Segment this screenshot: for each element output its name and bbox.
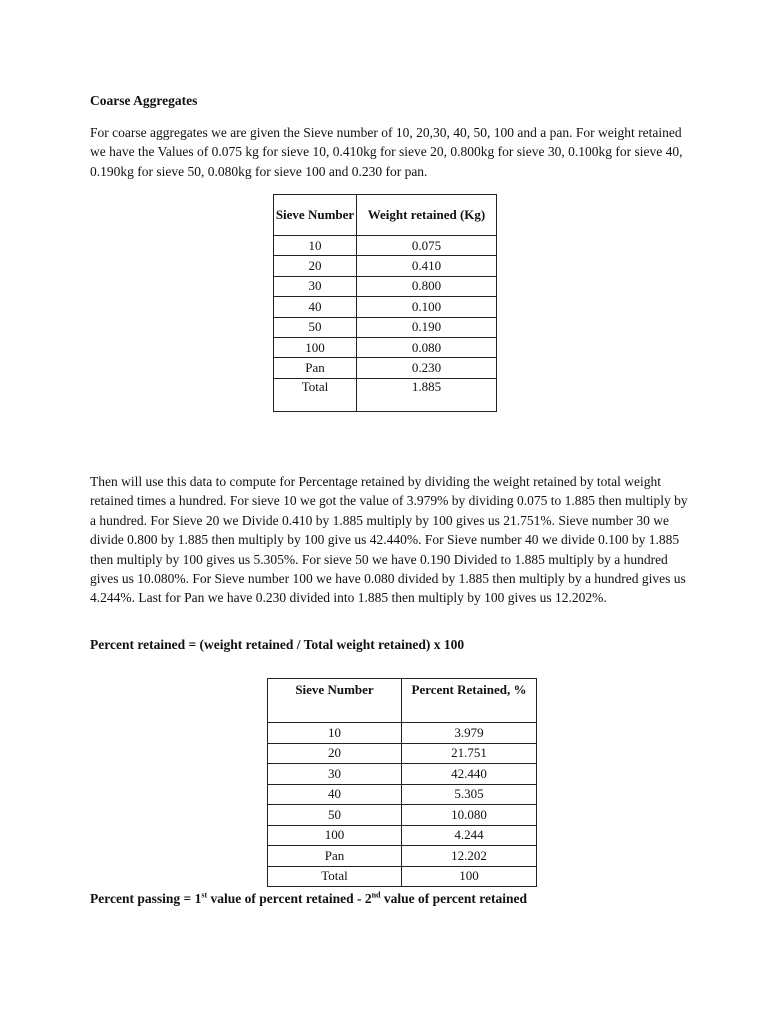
formula-text: value of percent retained	[380, 891, 527, 906]
weight-retained-cell: 0.080	[357, 337, 497, 357]
percent-retained-cell: 3.979	[402, 723, 537, 744]
table-header-row	[268, 679, 537, 723]
percent-retained-cell: 21.751	[402, 743, 537, 764]
table-header-row	[274, 195, 497, 236]
total-label-cell: Total	[268, 866, 402, 887]
table-row	[274, 358, 497, 378]
sieve-number-cell: Pan	[274, 358, 357, 378]
percent-retained-cell: 4.244	[402, 825, 537, 846]
sieve-number-cell: 30	[268, 764, 402, 785]
table-row	[274, 337, 497, 357]
table-row	[268, 784, 537, 805]
total-weight-cell: 1.885	[357, 378, 497, 411]
column-header-sieve-number: Sieve Number	[274, 195, 357, 236]
percent-retained-cell: 12.202	[402, 846, 537, 867]
sieve-number-cell: 20	[268, 743, 402, 764]
formula-text: Percent passing = 1	[90, 891, 202, 906]
percent-passing-formula	[90, 891, 527, 907]
table-row	[274, 256, 497, 276]
ordinal-superscript: nd	[371, 890, 381, 900]
table-row	[268, 764, 537, 785]
sieve-number-cell: 10	[274, 236, 357, 256]
table-row	[268, 825, 537, 846]
sieve-number-cell: 10	[268, 723, 402, 744]
sieve-number-cell: 100	[274, 337, 357, 357]
weight-retained-cell: 0.800	[357, 276, 497, 296]
table-row	[268, 846, 537, 867]
total-label-cell: Total	[274, 378, 357, 411]
weight-retained-table	[273, 194, 497, 412]
intro-paragraph: For coarse aggregates we are given the Sieve number of 10, 20,30, 40, 50, 100 and a pan. For weight retained we have the Values of 0.075 kg for sieve 10, 0.410kg for sieve 20, 0.800kg for sieve 30, 0.100kg for sieve 40, 0.190kg for sieve 50, 0.080kg for sieve 100 and 0.230 for pan.	[90, 125, 683, 179]
sieve-number-cell: 50	[268, 805, 402, 826]
percent-retained-table	[267, 678, 537, 887]
table-total-row	[268, 866, 537, 887]
sieve-number-cell: 20	[274, 256, 357, 276]
table-row	[268, 723, 537, 744]
sieve-number-cell: 40	[268, 784, 402, 805]
sieve-number-cell: 30	[274, 276, 357, 296]
table-total-row	[274, 378, 497, 411]
percent-retained-cell: 5.305	[402, 784, 537, 805]
formula-text: value of percent retained - 2	[207, 891, 372, 906]
weight-retained-cell: 0.100	[357, 297, 497, 317]
percent-retained-cell: 42.440	[402, 764, 537, 785]
explanation-paragraph: Then will use this data to compute for Percentage retained by dividing the weight retained by total weight retained times a hundred. For sieve 10 we got the value of 3.979% by dividing 0.075 to 1.885 then multiply by a hundred. For Sieve 20 we Divide 0.410 by 1.885 multiply by 100 gives us 21.751%. Sieve number 30 we divide 0.800 by 1.885 then multiply by 100 give us 42.440%. For Sieve number 40 we divide 0.100 by 1.885 then multiply by 100 gives us 5.305%. For sieve 50 we have 0.190 Divided to 1.885 multiply by a hundred gives us 10.080%. For Sieve number 100 we have 0.080 divided by 1.885 then multiply by a hundred gives us 4.244%. Last for Pan we have 0.230 divided into 1.885 then multiply by 100 gives us 12.202%.	[90, 474, 688, 606]
sieve-number-cell: 100	[268, 825, 402, 846]
sieve-number-cell: Pan	[268, 846, 402, 867]
weight-retained-cell: 0.410	[357, 256, 497, 276]
table-row	[268, 805, 537, 826]
percent-retained-formula: Percent retained = (weight retained / Total weight retained) x 100	[90, 637, 465, 652]
sieve-number-cell: 50	[274, 317, 357, 337]
table-row	[274, 317, 497, 337]
weight-retained-cell: 0.075	[357, 236, 497, 256]
ordinal-superscript: st	[201, 890, 208, 900]
table-row	[268, 743, 537, 764]
column-header-weight-retained: Weight retained (Kg)	[357, 195, 497, 236]
table-row	[274, 276, 497, 296]
column-header-percent-retained: Percent Retained, %	[402, 679, 537, 723]
percent-retained-cell: 10.080	[402, 805, 537, 826]
sieve-number-cell: 40	[274, 297, 357, 317]
section-heading: Coarse Aggregates	[90, 93, 198, 108]
column-header-sieve-number: Sieve Number	[268, 679, 402, 723]
table-row	[274, 236, 497, 256]
total-percent-cell: 100	[402, 866, 537, 887]
table-row	[274, 297, 497, 317]
weight-retained-cell: 0.230	[357, 358, 497, 378]
weight-retained-cell: 0.190	[357, 317, 497, 337]
